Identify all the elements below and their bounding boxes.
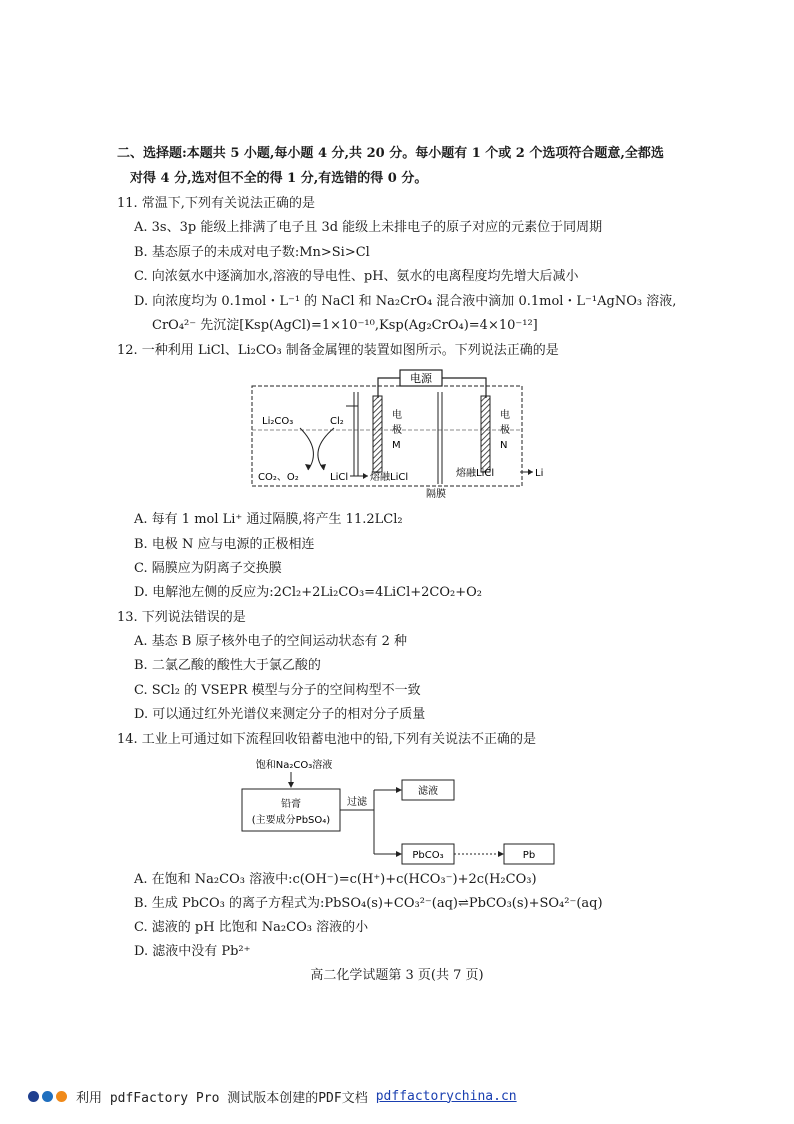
reagent-arrowhead <box>288 782 294 788</box>
electrode-n-label-1: 电 <box>500 410 510 421</box>
filtrate-label: 滤液 <box>418 786 438 797</box>
banner-link[interactable]: pdffactorychina.cn <box>375 1088 517 1104</box>
licl-label: LiCl <box>330 472 349 483</box>
to-pb-arrowhead <box>498 851 504 857</box>
molten-licl-right: 熔融LiCl <box>456 468 495 479</box>
cl2-label: Cl₂ <box>330 416 344 427</box>
banner-dot-2 <box>42 1091 53 1102</box>
power-label: 电源 <box>410 372 432 385</box>
electrode-m <box>373 396 382 472</box>
filter-label: 过滤 <box>347 797 367 808</box>
pdffactory-banner <box>28 1085 517 1107</box>
q14-stem: 14. 工业上可通过如下流程回收铅蓄电池中的铅,下列有关说法不正确的是 <box>117 732 536 747</box>
section-heading-line1: 二、选择题:本题共 5 小题,每小题 4 分,共 20 分。每小题有 1 个或 2 个选项符合题意,全都选 <box>117 146 664 161</box>
q11-stem: 11. 常温下,下列有关说法正确的是 <box>117 196 315 211</box>
electrode-m-label-2: 极 <box>392 425 402 436</box>
to-filtrate-arrowhead <box>396 787 402 793</box>
q14-option-d: D. 滤液中没有 Pb²⁺ <box>134 944 251 959</box>
banner-dot-1 <box>28 1091 39 1102</box>
electrolysis-diagram <box>250 366 550 498</box>
membrane-label: 隔膜 <box>426 489 446 498</box>
q14-option-c: C. 滤液的 pH 比饱和 Na₂CO₃ 溶液的小 <box>134 920 369 935</box>
q13-option-a: A. 基态 B 原子核外电子的空间运动状态有 2 种 <box>134 634 408 649</box>
licl-transfer-arrowhead <box>363 473 368 479</box>
pbco3-label: PbCO₃ <box>412 850 444 861</box>
li-outlet-arrowhead <box>528 469 533 475</box>
electrode-m-label-1: 电 <box>392 410 402 421</box>
co2-o2-label: CO₂、O₂ <box>258 472 299 483</box>
electrode-m-label-3: M <box>392 440 401 451</box>
q13-option-b: B. 二氯乙酸的酸性大于氯乙酸的 <box>134 658 321 673</box>
q13-option-c: C. SCl₂ 的 VSEPR 模型与分子的空间构型不一致 <box>134 683 421 698</box>
lead-paste-composition: (主要成分PbSO₄) <box>251 815 331 826</box>
q14-option-b: B. 生成 PbCO₃ 的离子方程式为:PbSO₄(s)+CO₃²⁻(aq)⇌PbCO₃(s)+SO₄²⁻(aq) <box>134 896 603 911</box>
li-label: Li <box>535 468 544 479</box>
arrow-curve-left <box>300 428 313 470</box>
q11-option-c: C. 向浓氨水中逐滴加水,溶液的导电性、pH、氨水的电离程度均先增大后减小 <box>134 269 579 284</box>
banner-text: 利用 pdfFactory Pro 测试版本创建的PDF文档 <box>76 1090 368 1106</box>
molten-licl-left: 熔融LiCl <box>370 472 409 483</box>
to-pbco3-arrowhead <box>396 851 402 857</box>
recovery-flowchart <box>236 756 566 868</box>
pb-label: Pb <box>522 850 536 861</box>
q11-option-d-line1: D. 向浓度均为 0.1mol・L⁻¹ 的 NaCl 和 Na₂CrO₄ 混合液中滴加 0.1mol・L⁻¹AgNO₃ 溶液, <box>134 294 677 309</box>
li2co3-label: Li₂CO₃ <box>262 416 294 427</box>
q12-option-b: B. 电极 N 应与电源的正极相连 <box>134 537 315 552</box>
electrode-n <box>481 396 490 472</box>
q13-option-d: D. 可以通过红外光谱仪来测定分子的相对分子质量 <box>134 707 426 722</box>
lead-paste-label: 铅膏 <box>281 799 301 810</box>
q11-option-b: B. 基态原子的未成对电子数:Mn>Si>Cl <box>134 245 370 260</box>
section-heading-line2: 对得 4 分,选对但不全的得 1 分,有选错的得 0 分。 <box>130 171 428 186</box>
q14-option-a: A. 在饱和 Na₂CO₃ 溶液中:c(OH⁻)=c(H⁺)+c(HCO₃⁻)+2c(H₂CO₃) <box>134 872 537 887</box>
page-footer: 高二化学试题第 3 页(共 7 页) <box>310 968 484 983</box>
q11-option-a: A. 3s、3p 能级上排满了电子且 3d 能级上未排电子的原子对应的元素位于同周期 <box>134 220 603 235</box>
banner-dot-3 <box>56 1091 67 1102</box>
wire-right <box>442 378 486 398</box>
q12-option-a: A. 每有 1 mol Li⁺ 通过隔膜,将产生 11.2LCl₂ <box>134 512 403 527</box>
electrode-n-label-2: 极 <box>500 425 510 436</box>
wire-left <box>378 378 400 398</box>
electrode-n-label-3: N <box>500 440 508 451</box>
q12-stem: 12. 一种利用 LiCl、Li₂CO₃ 制备金属锂的装置如图所示。下列说法正确的是 <box>117 343 559 358</box>
q12-option-d: D. 电解池左侧的反应为:2Cl₂+2Li₂CO₃=4LiCl+2CO₂+O₂ <box>134 585 482 600</box>
arrow-curve-right <box>318 428 334 470</box>
q12-option-c: C. 隔膜应为阴离子交换膜 <box>134 561 282 576</box>
q13-stem: 13. 下列说法错误的是 <box>117 610 246 625</box>
reagent-label: 饱和Na₂CO₃溶液 <box>255 760 333 771</box>
q11-option-d-line2: CrO₄²⁻ 先沉淀[Ksp(AgCl)=1×10⁻¹⁰,Ksp(Ag₂CrO₄)=4×10⁻¹²] <box>152 318 538 333</box>
